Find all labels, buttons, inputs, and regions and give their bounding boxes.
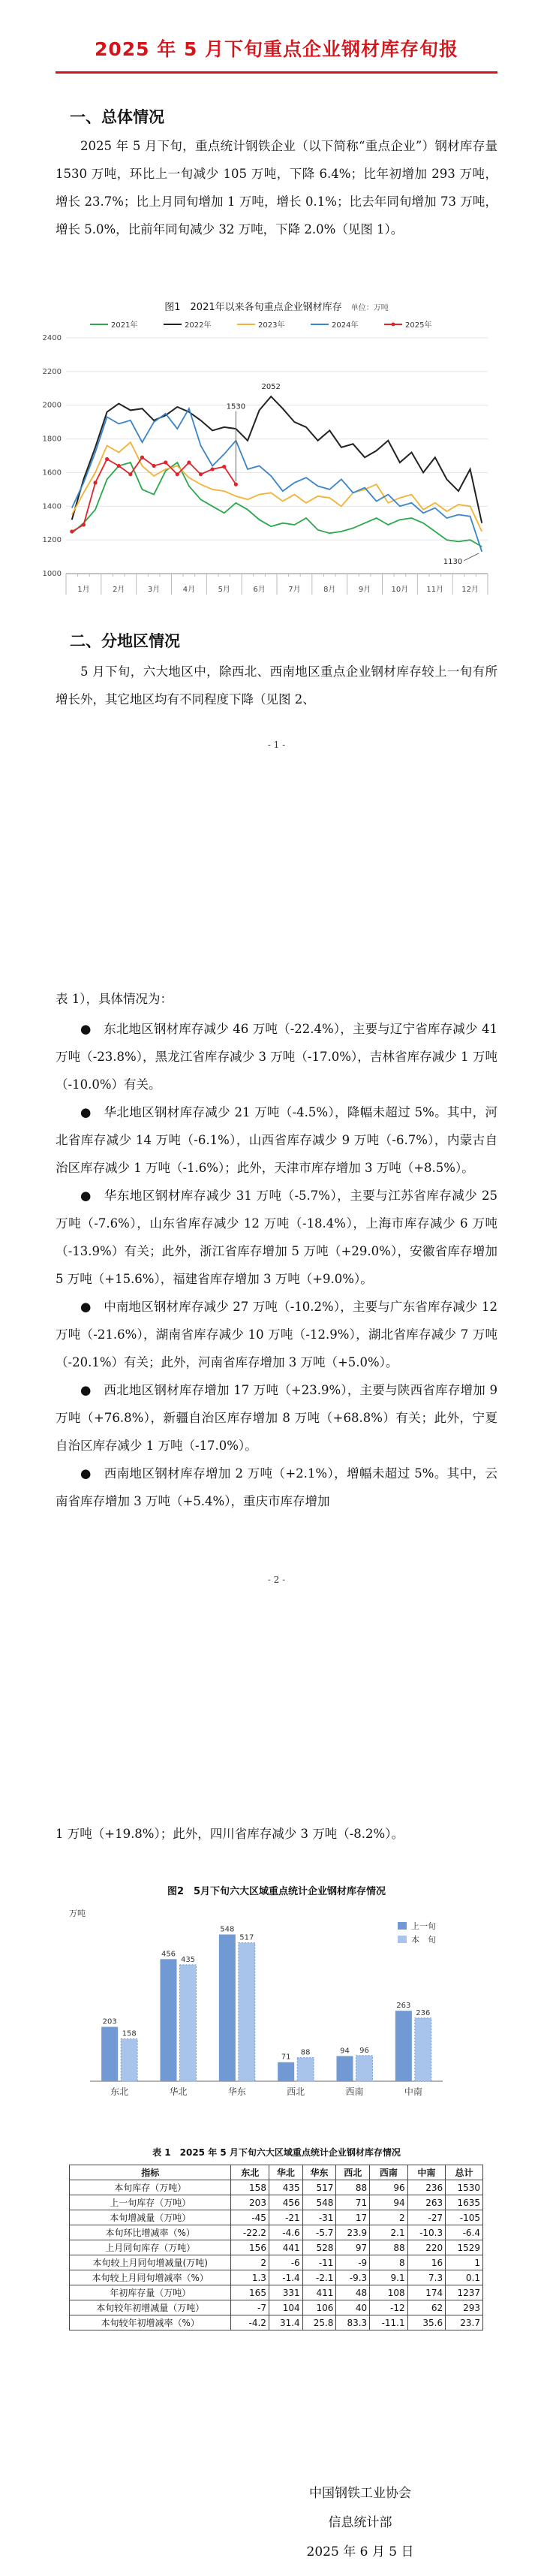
bullet-southwest: ● 西南地区钢材库存增加 2 万吨（+2.1%），增幅未超过 5%。其中，云南省库存增加 3 万吨（+5.4%），重庆市库存增加 <box>56 1466 497 1508</box>
table-cell: -105 <box>446 2210 483 2225</box>
legend-swatch <box>398 1936 407 1943</box>
table-cell: 9.1 <box>370 2270 407 2285</box>
x-tick-label: 4月 <box>182 586 196 594</box>
table-cell: -31 <box>302 2210 336 2225</box>
x-tick-label: 华东 <box>227 2086 246 2097</box>
data-point <box>211 467 215 471</box>
table-cell: 83.3 <box>336 2315 370 2330</box>
table-cell: 23.9 <box>336 2225 370 2240</box>
bullet-central-south: ● 中南地区钢材库存减少 27 万吨（-10.2%），主要与广东省库存减少 12 万吨（-21.6%），湖南省库存减少 10 万吨（-12.9%），湖北省库存减少 7 万吨（-20.1%）有关；此外，河南省库存增加 3 万吨（+5.0%）。 <box>56 1300 497 1369</box>
table-row-label: 本旬库存（万吨） <box>70 2180 231 2195</box>
table-cell: 2 <box>231 2255 269 2270</box>
table-cell: 435 <box>269 2180 302 2195</box>
bar <box>239 1943 255 2081</box>
table-cell: 236 <box>407 2180 445 2195</box>
annotation-label: 2052 <box>261 383 281 392</box>
table-cell: 293 <box>446 2300 483 2315</box>
bar <box>297 2058 314 2081</box>
table-cell: 40 <box>336 2300 370 2315</box>
legend-label: 2022年 <box>185 321 212 330</box>
table-cell: 156 <box>231 2240 269 2255</box>
table-cell: 220 <box>407 2240 445 2255</box>
table-row <box>70 2180 483 2195</box>
bar <box>356 2056 373 2081</box>
table-cell: -10.3 <box>407 2225 445 2240</box>
table-cell: 71 <box>336 2195 370 2210</box>
x-tick-label: 10月 <box>391 586 409 594</box>
x-tick-label: 9月 <box>358 586 371 594</box>
table-cell: 31.4 <box>269 2315 302 2330</box>
table-cell: 7.3 <box>407 2270 445 2285</box>
table-cell: -27 <box>407 2210 445 2225</box>
x-tick-label: 6月 <box>253 586 266 594</box>
signature-dept: 信息统计部 <box>328 2515 392 2530</box>
data-point <box>70 529 74 533</box>
table-row <box>70 2285 483 2300</box>
table-header-cell: 华东 <box>302 2165 336 2180</box>
legend-label: 2023年 <box>258 321 285 330</box>
section2-heading: 二、分地区情况 <box>70 632 180 650</box>
y-tick-label: 2400 <box>42 334 62 342</box>
chart1-unit-note: 单位：万吨 <box>350 304 389 312</box>
table-row <box>70 2210 483 2225</box>
data-point <box>105 457 109 461</box>
data-point <box>82 523 86 526</box>
x-tick-label: 12月 <box>461 586 479 594</box>
bar <box>278 2062 294 2081</box>
table-row-label: 本旬较上月同旬增减量(万吨) <box>70 2255 231 2270</box>
x-tick-label: 11月 <box>426 586 444 594</box>
signature-org: 中国钢铁工业协会 <box>309 2486 411 2501</box>
y-tick-label: 1600 <box>42 469 62 478</box>
series-line-1 <box>72 396 482 523</box>
bullet-northwest: ● 西北地区钢材库存增加 17 万吨（+23.9%），主要与陕西省库存增加 9 万吨（+76.8%），新疆自治区库存增加 8 万吨（+68.8%）有关；此外，宁夏自治区库存减少 1 万吨（-17.0%）。 <box>56 1383 497 1453</box>
table-header-cell: 华北 <box>269 2165 302 2180</box>
legend-label: 本 旬 <box>411 1935 436 1945</box>
x-tick-label: 3月 <box>147 586 161 594</box>
table-header-cell: 西北 <box>336 2165 370 2180</box>
table-header-cell: 指标 <box>70 2165 231 2180</box>
table-row <box>70 2315 483 2330</box>
x-tick-label: 1月 <box>77 586 90 594</box>
table-cell: -11.1 <box>370 2315 407 2330</box>
table-row-label: 年初库存量（万吨） <box>70 2285 231 2300</box>
table-cell: 48 <box>336 2285 370 2300</box>
section1-text: 2025 年 5 月下旬，重点统计钢铁企业（以下简称“重点企业”）钢材库存量 1530 万吨，环比上一旬减少 105 万吨，下降 6.4%；比年初增加 293 万吨，增长 23.7%；比上月同旬增加 1 万吨，增长 0.1%；比去年同旬增加 73 万吨，增长 5.0%，比前年同旬减少 32 万吨，下降 2.0%（见图 1）。 <box>56 139 497 237</box>
section1-heading: 一、总体情况 <box>70 108 164 126</box>
table-cell: 456 <box>269 2195 302 2210</box>
table-cell: 263 <box>407 2195 445 2210</box>
section2-text-a: 5 月下旬，六大地区中，除西北、西南地区重点企业钢材库存较上一旬有所增长外，其它地区均有不同程度下降（见图 2、 <box>56 664 497 707</box>
legend-label: 2021年 <box>111 321 138 330</box>
table-cell: 62 <box>407 2300 445 2315</box>
chart2-title: 图2 5月下旬六大区域重点统计企业钢材库存情况 <box>167 1886 386 1897</box>
x-tick-label: 华北 <box>169 2086 188 2097</box>
table-cell: 2 <box>370 2210 407 2225</box>
chart1-title-text: 图1 2021年以来各旬重点企业钢材库存 <box>164 302 342 313</box>
x-tick-label: 西南 <box>345 2086 364 2097</box>
table-row <box>70 2270 483 2285</box>
x-tick-label: 2月 <box>113 586 125 594</box>
data-point <box>234 483 238 487</box>
data-point <box>140 456 144 459</box>
chart1-line-chart <box>0 309 553 625</box>
table-cell: -22.2 <box>231 2225 269 2240</box>
report-title: 2025 年 5 月下旬重点企业钢材库存旬报 <box>94 38 459 60</box>
table-cell: 96 <box>370 2180 407 2195</box>
table-cell: 165 <box>231 2285 269 2300</box>
x-tick-label: 东北 <box>110 2086 129 2097</box>
table-cell: 158 <box>231 2180 269 2195</box>
y-tick-label: 1400 <box>42 502 62 511</box>
bullet-northeast: ● 东北地区钢材库存减少 46 万吨（-22.4%），主要与辽宁省库存减少 41 万吨（-23.8%），黑龙江省库存减少 3 万吨（-17.0%），吉林省库存减少 1 万吨（-10.0%）有关。 <box>56 1022 497 1092</box>
x-tick-label: 5月 <box>218 586 230 594</box>
legend-label: 上一旬 <box>411 1921 436 1931</box>
x-tick-label: 7月 <box>288 586 301 594</box>
table1-title: 表 1 2025 年 5 月下旬六大区域重点统计企业钢材库存情况 <box>152 2147 401 2158</box>
data-point <box>187 460 191 464</box>
table-cell: -4.2 <box>231 2315 269 2330</box>
table-cell: -6.4 <box>446 2225 483 2240</box>
table-cell: 16 <box>407 2255 445 2270</box>
table-cell: 203 <box>231 2195 269 2210</box>
bar <box>337 2056 353 2081</box>
table1 <box>69 2165 483 2330</box>
bar <box>219 1935 236 2081</box>
table-cell: 548 <box>302 2195 336 2210</box>
table-cell: 94 <box>370 2195 407 2210</box>
series-line-2 <box>72 442 482 532</box>
annotation-label: 1130 <box>443 557 463 566</box>
data-point <box>199 472 203 476</box>
bar <box>180 1965 197 2081</box>
table-header-cell: 东北 <box>231 2165 269 2180</box>
table-cell: 88 <box>336 2180 370 2195</box>
table-row-label: 本旬环比增减率（%） <box>70 2225 231 2240</box>
table-cell: 97 <box>336 2240 370 2255</box>
table-cell: -4.6 <box>269 2225 302 2240</box>
data-point <box>152 464 155 468</box>
table-row-label: 上一旬库存（万吨） <box>70 2195 231 2210</box>
table-cell: 528 <box>302 2240 336 2255</box>
bar <box>101 2027 118 2081</box>
table-cell: -1.4 <box>269 2270 302 2285</box>
x-tick-label: 8月 <box>323 586 336 594</box>
table-cell: 2.1 <box>370 2225 407 2240</box>
bar-value-label: 263 <box>396 2002 411 2011</box>
table-row-label: 本旬较上月同旬增减率（%） <box>70 2270 231 2285</box>
table-cell: 411 <box>302 2285 336 2300</box>
table-row-label: 本旬较年初增减量（万吨） <box>70 2300 231 2315</box>
table-cell: 1530 <box>446 2180 483 2195</box>
bar-value-label: 456 <box>161 1950 176 1959</box>
table-cell: -45 <box>231 2210 269 2225</box>
table-cell: 35.6 <box>407 2315 445 2330</box>
table-row-label: 本旬较年初增减率（%） <box>70 2315 231 2330</box>
table-cell: 331 <box>269 2285 302 2300</box>
y-tick-label: 2200 <box>42 367 62 376</box>
x-tick-label: 中南 <box>404 2086 422 2097</box>
bar-value-label: 158 <box>122 2029 137 2038</box>
table-cell: 1237 <box>446 2285 483 2300</box>
legend-label: 2025年 <box>405 321 432 330</box>
y-tick-label: 2000 <box>42 401 62 410</box>
annotation-label: 1530 <box>226 402 246 411</box>
data-point <box>93 481 97 484</box>
table-row <box>70 2225 483 2240</box>
legend-marker <box>392 323 395 327</box>
series-line-0 <box>72 462 482 547</box>
annotation-leader <box>464 553 479 561</box>
table-cell: 8 <box>370 2255 407 2270</box>
table-cell: -6 <box>269 2255 302 2270</box>
table-cell: -9.3 <box>336 2270 370 2285</box>
table-cell: 1635 <box>446 2195 483 2210</box>
table-header-cell: 总计 <box>446 2165 483 2180</box>
bar-value-label: 435 <box>180 1955 196 1964</box>
table-cell: 104 <box>269 2300 302 2315</box>
series-line-3 <box>72 408 482 552</box>
data-point <box>164 460 167 464</box>
data-point <box>222 465 226 469</box>
table-cell: 1 <box>446 2255 483 2270</box>
bar-value-label: 71 <box>281 2053 291 2062</box>
bar-value-label: 88 <box>300 2048 311 2057</box>
table-cell: -7 <box>231 2300 269 2315</box>
bar <box>121 2039 137 2081</box>
table-cell: 88 <box>370 2240 407 2255</box>
table-cell: -11 <box>302 2255 336 2270</box>
table-cell: -21 <box>269 2210 302 2225</box>
bullet-east: ● 华东地区钢材库存减少 31 万吨（-5.7%），主要与江苏省库存减少 25 万吨（-7.6%），山东省库存减少 12 万吨（-18.4%），上海市库存减少 6 万吨（-13.9%）有关；此外，浙江省库存增加 5 万吨（+29.0%），安徽省库存增加 5 万吨（+15.6%），福建省库存增加 3 万吨（+9.0%）。 <box>56 1189 497 1286</box>
page-number-1: - 1 - <box>267 740 286 750</box>
legend-label: 2024年 <box>332 321 359 330</box>
section2-text-b: 表 1），具体情况为： <box>56 992 173 1006</box>
table-row-label: 本旬增减量（万吨） <box>70 2210 231 2225</box>
table-body <box>70 2180 483 2330</box>
table-row <box>70 2300 483 2315</box>
table-row <box>70 2240 483 2255</box>
bar <box>395 2011 412 2081</box>
table-cell: -5.7 <box>302 2225 336 2240</box>
x-tick-label: 西北 <box>287 2086 305 2097</box>
y-tick-label: 1800 <box>42 435 62 444</box>
table-row <box>70 2255 483 2270</box>
data-point <box>117 464 121 468</box>
table-cell: 17 <box>336 2210 370 2225</box>
table-cell: 108 <box>370 2285 407 2300</box>
y-tick-label: 1200 <box>42 536 62 545</box>
section2-text-c: 1 万吨（+19.8%）；此外，四川省库存减少 3 万吨（-8.2%）。 <box>56 1827 404 1841</box>
table-cell: 106 <box>302 2300 336 2315</box>
data-point <box>128 472 132 476</box>
legend-swatch <box>398 1922 407 1930</box>
table-cell: 25.8 <box>302 2315 336 2330</box>
table-header-row <box>70 2165 483 2180</box>
bar-value-label: 203 <box>102 2017 117 2026</box>
table-cell: 0.1 <box>446 2270 483 2285</box>
y-axis-label: 万吨 <box>69 1909 86 1918</box>
table-cell: -12 <box>370 2300 407 2315</box>
table-cell: 174 <box>407 2285 445 2300</box>
bar-value-label: 94 <box>340 2047 350 2056</box>
table-cell: -2.1 <box>302 2270 336 2285</box>
bar-value-label: 517 <box>239 1933 254 1942</box>
table-header-cell: 中南 <box>407 2165 445 2180</box>
table-row <box>70 2195 483 2210</box>
table-cell: 1.3 <box>231 2270 269 2285</box>
table-header-cell: 西南 <box>370 2165 407 2180</box>
y-tick-label: 1000 <box>42 570 62 578</box>
data-point <box>176 472 179 476</box>
page-number-2: - 2 - <box>267 1574 286 1585</box>
bar-value-label: 236 <box>416 2008 431 2017</box>
bullet-north: ● 华北地区钢材库存减少 21 万吨（-4.5%），降幅未超过 5%。其中，河北省库存减少 14 万吨（-6.1%），山西省库存减少 9 万吨（-6.7%），内蒙古自治区库存减少 1 万吨（-1.6%）；此外，天津市库存增加 3 万吨（+8.5%）。 <box>56 1105 497 1175</box>
table-cell: 1529 <box>446 2240 483 2255</box>
table-cell: 517 <box>302 2180 336 2195</box>
signature-date: 2025 年 6 月 5 日 <box>306 2544 414 2559</box>
bar-value-label: 548 <box>220 1925 235 1934</box>
title-rule <box>56 71 497 74</box>
table-cell: 23.7 <box>446 2315 483 2330</box>
bar <box>161 1959 177 2081</box>
table-cell: -9 <box>336 2255 370 2270</box>
bar-value-label: 96 <box>359 2046 369 2055</box>
bar <box>415 2018 431 2081</box>
table-cell: 441 <box>269 2240 302 2255</box>
chart2-bar-chart <box>0 1898 553 2138</box>
table-row-label: 上月同旬库存（万吨） <box>70 2240 231 2255</box>
